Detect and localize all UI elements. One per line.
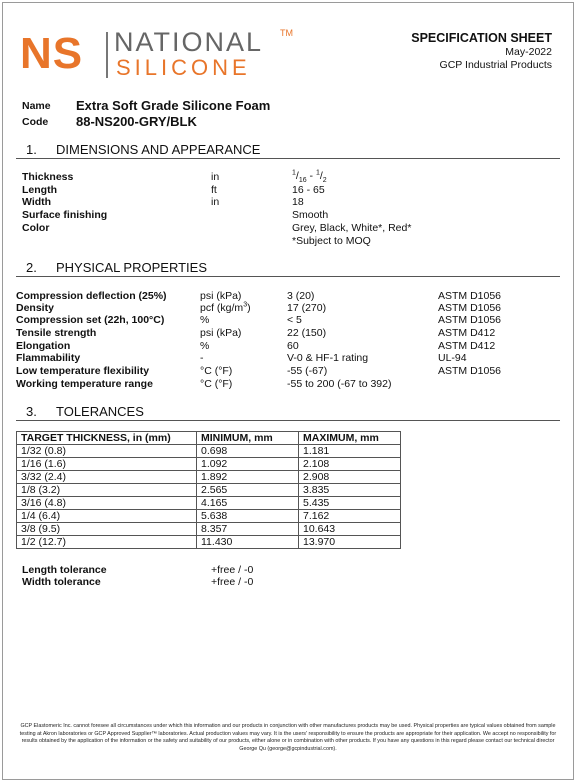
property-label: Density: [16, 302, 54, 314]
logo-trademark: TM: [280, 28, 293, 38]
property-standard: ASTM D1056: [438, 302, 502, 314]
property-unit: psi (kPa): [200, 290, 242, 302]
table-cell: 13.970: [299, 536, 401, 549]
thickness-value: $^1/_{16} - ^1/_2$: [292, 169, 327, 185]
section-title: TOLERANCES: [56, 404, 144, 419]
table-row: [17, 523, 401, 536]
width-tolerance-value: +free / -0: [211, 576, 254, 588]
property-standard: UL-94: [438, 352, 467, 364]
table-cell: 1.892: [197, 471, 299, 484]
width-value: 18: [292, 196, 304, 208]
table-row: [17, 536, 401, 549]
property-unit: °C (°F): [200, 378, 233, 390]
document-date: May-2022: [505, 46, 552, 58]
property-unit: pcf $(kg/m^3)$: [200, 301, 251, 314]
product-code: 88-NS200-GRY/BLK: [76, 114, 197, 129]
section-tolerances-header: [16, 404, 560, 421]
table-row: [17, 458, 401, 471]
property-value: < 5: [287, 314, 302, 326]
property-value: 3 (20): [287, 290, 315, 302]
property-standard: ASTM D1056: [438, 290, 502, 302]
table-row: [17, 445, 401, 458]
property-unit: %: [200, 340, 210, 352]
property-standard: ASTM D1056: [438, 314, 502, 326]
disclaimer-footer: GCP Elastomeric Inc. cannot foresee all circumstances under which this information and our products in conjunction with other manufactures products may be used. Physical properties are typical values obtained from sample testing at Akron laboratories or GCP Approved Supplier™ laboratories. Actual production values may vary. It is the users' responsibility to ensure the products are appropriate for their application. We accept no responsibility for results obtained by the application of the information or the safety and suitability of our products, either alone or in combination with other products. If you have any questions in this regard please contact our technical director George Qu (george@gcpindustrial.com).: [19, 723, 557, 752]
thickness-label: Thickness: [22, 171, 74, 183]
property-label: Compression deflection (25%): [16, 290, 167, 302]
table-cell: 1/32 (0.8): [17, 445, 197, 458]
table-header-row: [17, 432, 401, 445]
name-label: Name: [22, 100, 51, 112]
document-header: [411, 31, 552, 72]
section-title: PHYSICAL PROPERTIES: [56, 260, 207, 275]
logo-line-1: NATIONAL: [114, 27, 264, 57]
section-title: DIMENSIONS AND APPEARANCE: [56, 142, 261, 157]
section-number: 2.: [26, 260, 37, 275]
property-label: Elongation: [16, 340, 71, 352]
width-tolerance-label: Width tolerance: [22, 576, 101, 588]
moq-note: *Subject to MOQ: [292, 235, 371, 247]
table-cell: 3.835: [299, 484, 401, 497]
logo-initials: NS: [20, 29, 84, 78]
color-value: Grey, Black, White*, Red*: [292, 222, 412, 234]
property-value: V-0 & HF-1 rating: [287, 352, 369, 364]
surface-value: Smooth: [292, 209, 329, 221]
property-unit: °C (°F): [200, 365, 233, 377]
property-unit: psi (kPa): [200, 327, 242, 339]
table-cell: 1/2 (12.7): [17, 536, 197, 549]
logo-line-2: SILICONE: [116, 55, 251, 80]
color-label: Color: [22, 222, 50, 234]
table-cell: 1.181: [299, 445, 401, 458]
table-cell: 2.108: [299, 458, 401, 471]
section-number: 3.: [26, 404, 37, 419]
property-value: 22 (150): [287, 327, 327, 339]
property-standard: ASTM D412: [438, 327, 496, 339]
property-value: 17 (270): [287, 302, 327, 314]
table-cell: 11.430: [197, 536, 299, 549]
section-number: 1.: [26, 142, 37, 157]
property-label: Compression set (22h, 100°C): [16, 314, 165, 326]
logo-divider: [106, 32, 108, 78]
table-cell: 4.165: [197, 497, 299, 510]
property-unit: -: [200, 352, 204, 364]
table-cell: 1/16 (1.6): [17, 458, 197, 471]
table-cell: 7.162: [299, 510, 401, 523]
section-dimensions-header: [16, 142, 560, 159]
table-cell: 0.698: [197, 445, 299, 458]
document-company: GCP Industrial Products: [439, 59, 552, 71]
tolerances-table: [16, 431, 401, 549]
code-label: Code: [22, 116, 49, 128]
column-header: TARGET THICKNESS, in (mm): [17, 432, 197, 445]
table-cell: 10.643: [299, 523, 401, 536]
section-physical-header: [16, 260, 560, 277]
table-cell: 1/8 (3.2): [17, 484, 197, 497]
length-label: Length: [22, 184, 57, 196]
length-tolerance-value: +free / -0: [211, 564, 254, 576]
length-unit: ft: [211, 184, 217, 196]
table-cell: 5.435: [299, 497, 401, 510]
table-cell: 2.565: [197, 484, 299, 497]
width-label: Width: [22, 196, 52, 208]
surface-label: Surface finishing: [22, 209, 108, 221]
property-unit: %: [200, 314, 210, 326]
width-unit: in: [211, 196, 220, 208]
column-header: MAXIMUM, mm: [299, 432, 401, 445]
property-standard: ASTM D1056: [438, 365, 502, 377]
table-row: [17, 510, 401, 523]
table-cell: 3/8 (9.5): [17, 523, 197, 536]
product-name: Extra Soft Grade Silicone Foam: [76, 98, 271, 113]
table-row: [17, 471, 401, 484]
property-value: -55 (-67): [287, 365, 328, 377]
property-label: Flammability: [16, 352, 81, 364]
property-standard: ASTM D412: [438, 340, 496, 352]
column-header: MINIMUM, mm: [197, 432, 299, 445]
table-row: [17, 484, 401, 497]
table-cell: 3/16 (4.8): [17, 497, 197, 510]
table-cell: 3/32 (2.4): [17, 471, 197, 484]
property-value: 60: [287, 340, 299, 352]
table-cell: 8.357: [197, 523, 299, 536]
table-row: [17, 497, 401, 510]
thickness-unit: in: [211, 171, 220, 183]
property-value: -55 to 200 (-67 to 392): [287, 378, 392, 390]
table-cell: 5.638: [197, 510, 299, 523]
property-label: Low temperature flexibility: [16, 365, 150, 377]
length-tolerance-label: Length tolerance: [22, 564, 107, 576]
document-title: SPECIFICATION SHEET: [411, 31, 552, 45]
table-cell: 2.908: [299, 471, 401, 484]
table-cell: 1.092: [197, 458, 299, 471]
property-label: Working temperature range: [16, 378, 153, 390]
property-label: Tensile strength: [16, 327, 97, 339]
length-value: 16 - 65: [292, 184, 325, 196]
table-cell: 1/4 (6.4): [17, 510, 197, 523]
